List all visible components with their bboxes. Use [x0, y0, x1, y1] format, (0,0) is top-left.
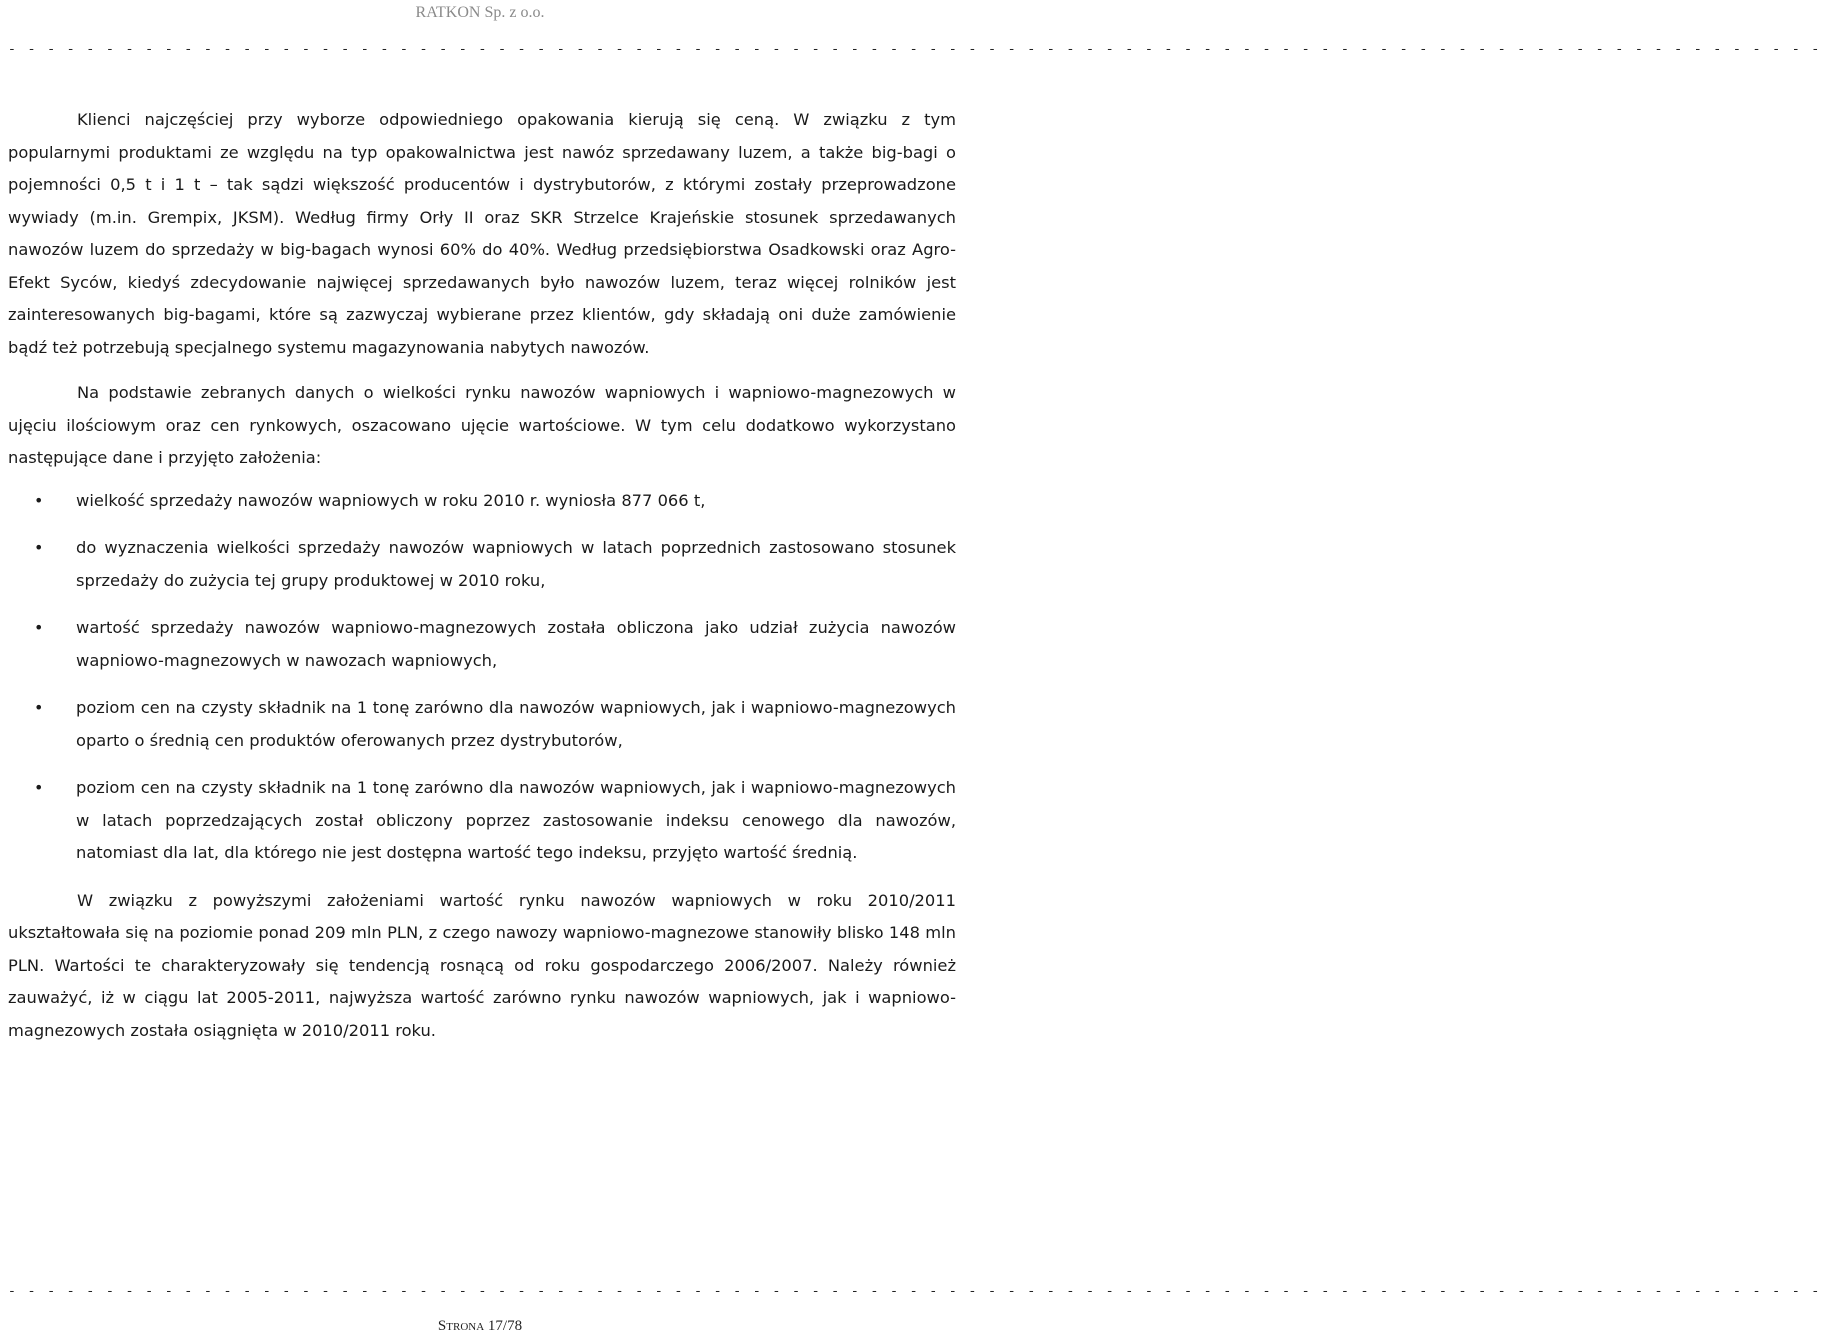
paragraph-market-value: W związku z powyższymi założeniami wartość rynku nawozów wapniowych w roku 2010/2011 ukształtowała się na poziomie ponad 209 mln PLN, z czego nawozy wapniowo-magnezowe stanowiły blisko 148 mln PLN. Wartości te charakteryzowały się tendencją rosnącą od roku gospodarczego 2006/2007. Należy również zauważyć, iż w ciągu lat 2005-2011, najwyższa wartość zarówno rynku nawozów wapniowych, jak i wapniowo-magnezowych została osiągnięta w 2010/2011 roku. [8, 890, 956, 1040]
footer-divider: - - - - - - - - - - - - - - - - - - - - - - - - - - - - - - - - - - - - - - - - - - - - - - - - - - - - - - - - - - - - - - - - - - - - - - - - - - - - - - - - - - - - - - - - - - - - - [8, 1284, 1821, 1299]
bullet-icon: • [34, 490, 44, 510]
list-item-text: poziom cen na czysty składnik na 1 tonę zarówno dla nawozów wapniowych, jak i wapniowo-magnezowych w latach poprzedzających został obliczony poprzez zastosowanie indeksu cenowego dla nawozów, natomiast dla lat, dla którego nie jest dostępna wartość tego indeksu, przyjęto wartość średnią. [76, 778, 956, 862]
assumptions-list [8, 485, 956, 870]
bullet-icon: • [34, 698, 44, 717]
bullet-icon: • [34, 618, 44, 637]
list-item [8, 532, 956, 597]
list-item-text: poziom cen na czysty składnik na 1 tonę zarówno dla nawozów wapniowych, jak i wapniowo-magnezowych oparto o średnią cen produktów oferowanych przez dystrybutorów, [76, 698, 956, 750]
header-company-name: RATKON Sp. z o.o. [415, 4, 545, 21]
footer-page-number: 17/78 [487, 1318, 523, 1334]
paragraph-packaging: Klienci najczęściej przy wyborze odpowiedniego opakowania kierują się ceną. W związku z tym popularnymi produktami ze względu na typ opakowalnictwa jest nawóz sprzedawany luzem, a także big-bagi o pojemności 0,5 t i 1 t – tak sądzi większość producentów i dystrybutorów, z którymi zostały przeprowadzone wywiady (m.in. Grempix, JKSM). Według firmy Orły II oraz SKR Strzelce Krajeńskie stosunek sprzedawanych nawozów luzem do sprzedaży w big-bagach wynosi 60% do 40%. Według przedsiębiorstwa Osadkowski oraz Agro-Efekt Syców, kiedyś zdecydowanie najwięcej sprzedawanych było nawozów luzem, teraz więcej rolników jest zainteresowanych big-bagami, które są zazwyczaj wybierane przez klientów, gdy składają oni duże zamówienie bądź też potrzebują specjalnego systemu magazynowania nabytych nawozów. [8, 110, 956, 357]
list-item-text: wartość sprzedaży nawozów wapniowo-magnezowych została obliczona jako udział zużycia nawozów wapniowo-magnezowych w nawozach wapniowych, [76, 618, 956, 670]
list-item [8, 485, 956, 518]
list-item-text: wielkość sprzedaży nawozów wapniowych w roku 2010 r. wyniosła 877 066 t, [76, 490, 706, 510]
bullet-icon: • [34, 778, 44, 797]
list-item-text: do wyznaczenia wielkości sprzedaży nawozów wapniowych w latach poprzednich zastosowano stosunek sprzedaży do zużycia tej grupy produktowej w 2010 roku, [76, 538, 956, 590]
footer-page-label: Strona [437, 1318, 485, 1334]
document-body [8, 104, 956, 1047]
list-item [8, 612, 956, 677]
bullet-icon: • [34, 538, 44, 557]
list-item [8, 772, 956, 870]
paragraph-methodology: Na podstawie zebranych danych o wielkości rynku nawozów wapniowych i wapniowo-magnezowych w ujęciu ilościowym oraz cen rynkowych, oszacowano ujęcie wartościowe. W tym celu dodatkowo wykorzystano następujące dane i przyjęto założenia: [8, 383, 956, 467]
page-footer [0, 1318, 960, 1335]
list-item [8, 692, 956, 757]
header-divider: - - - - - - - - - - - - - - - - - - - - - - - - - - - - - - - - - - - - - - - - - - - - - - - - - - - - - - - - - - - - - - - - - - - - - - - - - - - - - - - - - - - - - - - - - - - - - [8, 42, 1821, 57]
